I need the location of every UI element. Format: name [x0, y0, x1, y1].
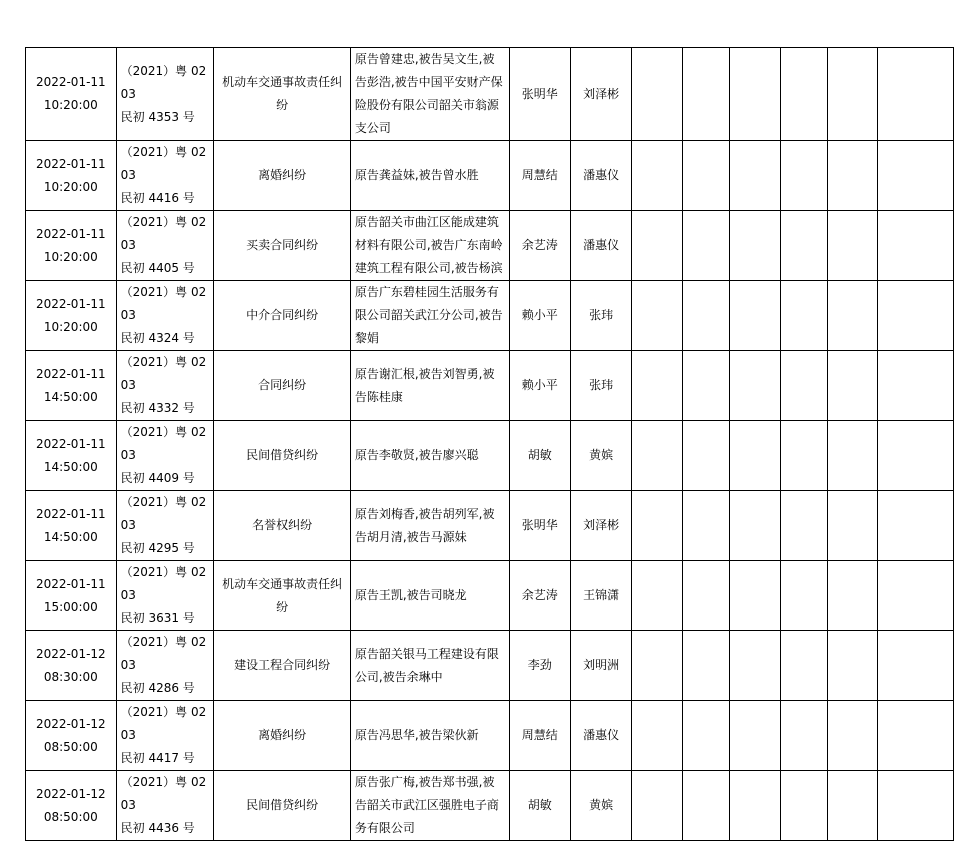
empty-cell: [827, 281, 877, 351]
empty-cell: [781, 351, 828, 421]
case-number-cell: [116, 281, 214, 351]
hearing-time-cell: [26, 48, 117, 141]
clerk-cell: 黄嫔: [570, 421, 631, 491]
empty-cell: [632, 631, 683, 701]
hearing-time-cell: [26, 561, 117, 631]
empty-cell: [730, 351, 781, 421]
hearing-time-cell: [26, 351, 117, 421]
judge-cell: 胡敏: [509, 771, 570, 841]
parties-cell: 原告广东碧桂园生活服务有限公司韶关武江分公司,被告黎娟: [350, 281, 509, 351]
hearing-date: 2022-01-11: [35, 156, 106, 171]
case-number-cell: [116, 141, 214, 211]
hearing-date: 2022-01-12: [35, 786, 106, 801]
case-number-line1: （2021）粤 0203: [120, 495, 207, 532]
empty-cell: [683, 48, 730, 141]
judge-cell: 赖小平: [509, 351, 570, 421]
empty-cell: [877, 701, 953, 771]
clerk-cell: 潘惠仪: [570, 701, 631, 771]
empty-cell: [781, 631, 828, 701]
table-row: [26, 491, 954, 561]
case-cause-cell: 名誉权纠纷: [214, 491, 350, 561]
empty-cell: [827, 211, 877, 281]
case-cause-cell: 民间借贷纠纷: [214, 421, 350, 491]
table-row: [26, 701, 954, 771]
empty-cell: [730, 281, 781, 351]
case-number-line1: （2021）粤 0203: [120, 635, 207, 672]
case-number-line1: （2021）粤 0203: [120, 145, 207, 182]
case-number-line2: 民初 4332 号: [120, 401, 195, 415]
case-cause-cell: 民间借贷纠纷: [214, 771, 350, 841]
case-number-line2: 民初 4416 号: [120, 191, 195, 205]
empty-cell: [827, 771, 877, 841]
table-row: [26, 281, 954, 351]
empty-cell: [730, 701, 781, 771]
hearing-time: 10:20:00: [43, 319, 98, 334]
empty-cell: [827, 48, 877, 141]
judge-cell: 余艺涛: [509, 561, 570, 631]
empty-cell: [632, 491, 683, 561]
clerk-cell: 张玮: [570, 351, 631, 421]
case-cause-cell: 中介合同纠纷: [214, 281, 350, 351]
hearing-time-cell: [26, 141, 117, 211]
empty-cell: [781, 491, 828, 561]
clerk-cell: 张玮: [570, 281, 631, 351]
parties-cell: 原告韶关市曲江区能成建筑材料有限公司,被告广东南岭建筑工程有限公司,被告杨滨: [350, 211, 509, 281]
table-row: [26, 48, 954, 141]
case-number-cell: [116, 48, 214, 141]
empty-cell: [827, 701, 877, 771]
empty-cell: [781, 211, 828, 281]
parties-cell: 原告王凯,被告司晓龙: [350, 561, 509, 631]
case-number-line2: 民初 4436 号: [120, 821, 195, 835]
empty-cell: [632, 141, 683, 211]
hearing-time: 10:20:00: [43, 249, 98, 264]
clerk-cell: 刘明洲: [570, 631, 631, 701]
empty-cell: [877, 631, 953, 701]
empty-cell: [683, 561, 730, 631]
hearing-time: 14:50:00: [43, 389, 98, 404]
empty-cell: [632, 351, 683, 421]
clerk-cell: 刘泽彬: [570, 491, 631, 561]
judge-cell: 张明华: [509, 48, 570, 141]
hearing-time: 08:50:00: [43, 809, 98, 824]
case-number-line2: 民初 3631 号: [120, 611, 195, 625]
empty-cell: [781, 141, 828, 211]
empty-cell: [827, 141, 877, 211]
judge-cell: 胡敏: [509, 421, 570, 491]
empty-cell: [877, 281, 953, 351]
case-number-cell: [116, 631, 214, 701]
empty-cell: [730, 631, 781, 701]
empty-cell: [632, 561, 683, 631]
case-number-cell: [116, 491, 214, 561]
empty-cell: [877, 771, 953, 841]
hearing-time: 14:50:00: [43, 459, 98, 474]
empty-cell: [781, 561, 828, 631]
empty-cell: [730, 421, 781, 491]
hearing-time-cell: [26, 421, 117, 491]
clerk-cell: 潘惠仪: [570, 141, 631, 211]
empty-cell: [683, 771, 730, 841]
judge-cell: 赖小平: [509, 281, 570, 351]
empty-cell: [827, 421, 877, 491]
empty-cell: [827, 631, 877, 701]
empty-cell: [683, 211, 730, 281]
parties-cell: 原告刘梅香,被告胡列军,被告胡月清,被告马源妹: [350, 491, 509, 561]
clerk-cell: 王锦潇: [570, 561, 631, 631]
case-number-line1: （2021）粤 0203: [120, 355, 207, 392]
hearing-time: 08:30:00: [43, 669, 98, 684]
hearing-date: 2022-01-11: [35, 296, 106, 311]
hearing-time-cell: [26, 211, 117, 281]
hearing-date: 2022-01-12: [35, 646, 106, 661]
hearing-date: 2022-01-11: [35, 75, 106, 89]
empty-cell: [781, 421, 828, 491]
empty-cell: [632, 701, 683, 771]
case-number-line2: 民初 4286 号: [120, 681, 195, 695]
empty-cell: [683, 421, 730, 491]
case-number-line2: 民初 4324 号: [120, 331, 195, 345]
case-cause-cell: 离婚纠纷: [214, 141, 350, 211]
case-number-line1: （2021）粤 0203: [120, 775, 207, 812]
empty-cell: [827, 491, 877, 561]
empty-cell: [632, 48, 683, 141]
case-number-line2: 民初 4409 号: [120, 471, 195, 485]
case-number-cell: [116, 561, 214, 631]
empty-cell: [877, 48, 953, 141]
empty-cell: [683, 701, 730, 771]
case-number-line1: （2021）粤 0203: [120, 285, 207, 322]
empty-cell: [730, 48, 781, 141]
case-number-line2: 民初 4417 号: [120, 751, 195, 765]
empty-cell: [781, 701, 828, 771]
judge-cell: 李劲: [509, 631, 570, 701]
case-cause-cell: 买卖合同纠纷: [214, 211, 350, 281]
empty-cell: [730, 211, 781, 281]
judge-cell: 周慧结: [509, 141, 570, 211]
case-number-cell: [116, 421, 214, 491]
parties-cell: 原告韶关银马工程建设有限公司,被告余琳中: [350, 631, 509, 701]
case-number-line1: （2021）粤 0203: [120, 63, 207, 101]
parties-cell: 原告张广梅,被告郑书强,被告韶关市武江区强胜电子商务有限公司: [350, 771, 509, 841]
case-cause-cell: 合同纠纷: [214, 351, 350, 421]
case-cause-cell: 机动车交通事故责任纠纷: [214, 561, 350, 631]
parties-cell: 原告曾建忠,被告吴文生,被告彭浩,被告中国平安财产保险股份有限公司韶关市翁源支公司: [350, 48, 509, 141]
judge-cell: 余艺涛: [509, 211, 570, 281]
parties-cell: 原告冯思华,被告梁伙新: [350, 701, 509, 771]
hearing-schedule-table: [25, 47, 954, 841]
hearing-date: 2022-01-11: [35, 436, 106, 451]
hearing-date: 2022-01-12: [35, 716, 106, 731]
clerk-cell: 刘泽彬: [570, 48, 631, 141]
case-number-cell: [116, 701, 214, 771]
empty-cell: [781, 771, 828, 841]
hearing-time-cell: [26, 631, 117, 701]
case-number-line2: 民初 4353 号: [120, 109, 195, 124]
hearing-time-cell: [26, 281, 117, 351]
empty-cell: [683, 351, 730, 421]
hearing-time: 10:20:00: [43, 179, 98, 194]
case-number-cell: [116, 351, 214, 421]
empty-cell: [683, 491, 730, 561]
empty-cell: [730, 141, 781, 211]
empty-cell: [632, 421, 683, 491]
empty-cell: [632, 211, 683, 281]
table-row: [26, 351, 954, 421]
case-number-line1: （2021）粤 0203: [120, 565, 207, 602]
clerk-cell: 黄嫔: [570, 771, 631, 841]
empty-cell: [827, 561, 877, 631]
case-number-line1: （2021）粤 0203: [120, 215, 207, 252]
empty-cell: [683, 141, 730, 211]
empty-cell: [781, 281, 828, 351]
hearing-time-cell: [26, 491, 117, 561]
case-number-cell: [116, 211, 214, 281]
empty-cell: [730, 771, 781, 841]
case-number-line2: 民初 4295 号: [120, 541, 195, 555]
hearing-time: 10:20:00: [43, 98, 98, 112]
table-row: [26, 421, 954, 491]
clerk-cell: 潘惠仪: [570, 211, 631, 281]
table-row: [26, 211, 954, 281]
empty-cell: [683, 631, 730, 701]
empty-cell: [877, 351, 953, 421]
hearing-date: 2022-01-11: [35, 366, 106, 381]
hearing-date: 2022-01-11: [35, 576, 106, 591]
empty-cell: [683, 281, 730, 351]
hearing-time: 14:50:00: [43, 529, 98, 544]
empty-cell: [730, 561, 781, 631]
empty-cell: [877, 491, 953, 561]
empty-cell: [877, 421, 953, 491]
empty-cell: [877, 561, 953, 631]
parties-cell: 原告谢汇根,被告刘智勇,被告陈桂康: [350, 351, 509, 421]
hearing-time-cell: [26, 701, 117, 771]
empty-cell: [730, 491, 781, 561]
case-cause-cell: 建设工程合同纠纷: [214, 631, 350, 701]
case-number-line2: 民初 4405 号: [120, 261, 195, 275]
parties-cell: 原告李敬贤,被告廖兴聪: [350, 421, 509, 491]
hearing-date: 2022-01-11: [35, 506, 106, 521]
hearing-time: 15:00:00: [43, 599, 98, 614]
judge-cell: 张明华: [509, 491, 570, 561]
case-cause-cell: 离婚纠纷: [214, 701, 350, 771]
hearing-time-cell: [26, 771, 117, 841]
hearing-time: 08:50:00: [43, 739, 98, 754]
table-row: [26, 561, 954, 631]
table-row: [26, 771, 954, 841]
table-row: [26, 141, 954, 211]
empty-cell: [632, 771, 683, 841]
table-row: [26, 631, 954, 701]
empty-cell: [877, 211, 953, 281]
case-number-line1: （2021）粤 0203: [120, 705, 207, 742]
empty-cell: [877, 141, 953, 211]
case-number-line1: （2021）粤 0203: [120, 425, 207, 462]
empty-cell: [827, 351, 877, 421]
judge-cell: 周慧结: [509, 701, 570, 771]
case-number-cell: [116, 771, 214, 841]
parties-cell: 原告龚益妹,被告曾水胜: [350, 141, 509, 211]
hearing-date: 2022-01-11: [35, 226, 106, 241]
table-body: [26, 48, 954, 841]
empty-cell: [781, 48, 828, 141]
case-cause-cell: 机动车交通事故责任纠纷: [214, 48, 350, 141]
empty-cell: [632, 281, 683, 351]
